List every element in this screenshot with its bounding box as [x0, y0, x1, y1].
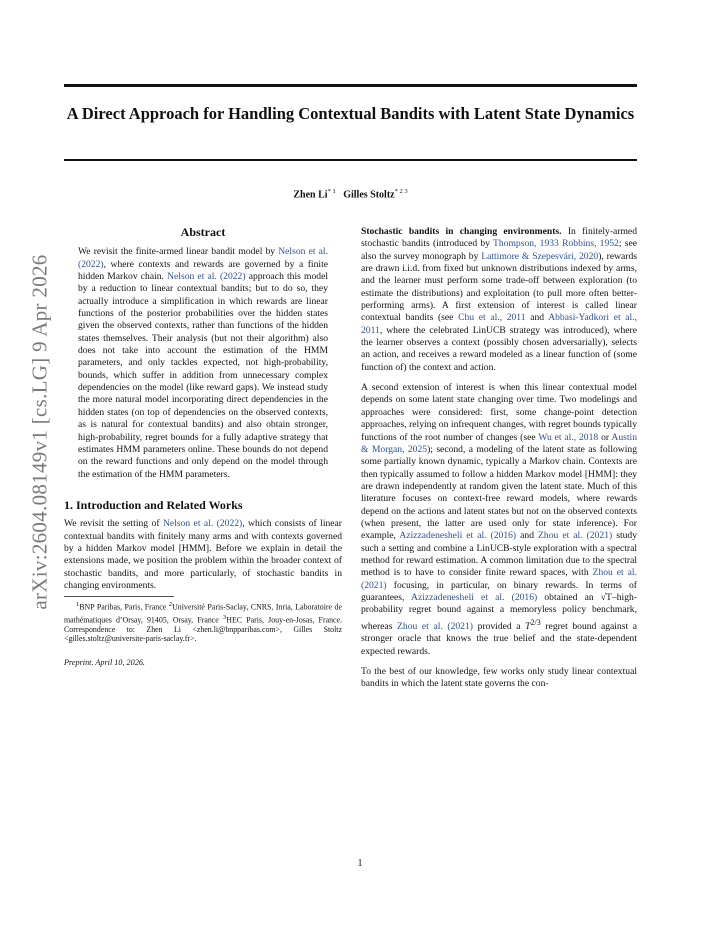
citation-link[interactable]: Chu et al., 2011 [458, 312, 526, 324]
author-gilles-stoltz-marks: * 2 3 [394, 188, 408, 195]
citation-link[interactable]: Lattimore & Szepesvári, 2020 [481, 250, 599, 262]
affiliations-footnote: $^1$BNP Paribas, Paris, France $^2$Université Paris-Saclay, CNRS, Inria, Laboratoire de mathématiques d’Orsay, 91405, Orsay, France $^3$HEC Paris, Jouy-en-Josas, France. Correspondence to: Zhen Li <zhen.li@bnpparibas.com>, Gilles Stoltz <gilles.stoltz@universite-paris-saclay.fr>. [64, 601, 343, 644]
left-column [64, 226, 342, 669]
paragraph-second-extension: A second extension of interest is when this linear contextual model depends on some latent state changing over time. Two modelings and approaches were considered: first, some change-point detection approaches, relying on infrequent changes, with regret bounds typically functions of the root number of changes (see Wu et al., 2018 or Austin & Morgan, 2025); second, a modeling of the latent state as following some partially known dynamic, typically a Markov chain. Contexts are then typically assumed to follow a hidden Markov model [HMM]: they are drawn independently at random given the latent state. Much of this literature focuses on context-free reward models, where rewards depend on the actions and latent states but not on the observed contexts (when present, the latter are used only for state inference). For example, Azizzadenesheli et al. (2016) and Zhou et al. (2021) study such a setting and combine a LinUCB-style exploration with a spectral method for reward estimation. A common limitation due to the spectral method is to have to consider finite reward spaces, with Zhou et al. (2021) focusing, in particular, on binary rewards. In terms of guarantees, Azizzadenesheli et al. (2016) obtained an √T–high-probability regret bound against a memoryless policy benchmark, whereas Zhou et al. (2021) provided a $T^{2/3}$ regret bound against a stronger oracle that knows the true belief and the state-dependent expected rewards. [361, 382, 637, 657]
author-line [64, 188, 637, 200]
abstract-heading: Abstract [180, 225, 226, 239]
math-sqrt-t: √T [600, 591, 612, 603]
citation-link[interactable]: Zhou et al. (2021) [397, 620, 473, 632]
title-top-rule [64, 84, 637, 87]
abstract-text: We revisit the finite-armed linear bandit model by Nelson et al. (2022), where contexts and rewards are governed by a finite hidden Markov chain. Nelson et al. (2022) approach this model by a reduction to linear contextual bandits; but to do so, they actually introduce a simplification in which rewards are linear functions of the posterior probabilities over the hidden states given the observed contexts, rather than functions of the hidden states themselves. Their analysis (but not their algorithm) also does not take into account the estimation of the HMM parameters, and only tackles expected, not high-probability, bounds, which suffer in addition from unnecessary complex dependencies on the model (like reward gaps). We instead study the more natural model incorporating direct dependencies in the hidden states (on top of dependencies on the observed contexts, as is natural for contextual bandits) and also obtain stronger, high-probability, regret bounds for a fully adaptive strategy that estimates HMM parameters online. These bounds do not depend on the reward functions and only depend on the model through the estimation of the HMM parameters. [78, 246, 329, 480]
math-exponent: 2/3 [530, 617, 541, 627]
title-bottom-rule [64, 159, 637, 161]
section-heading-introduction: 1. Introduction and Related Works [64, 497, 243, 512]
citation-link[interactable]: Azizzadenesheli et al. (2016) [399, 530, 517, 542]
intro-paragraph: We revisit the setting of Nelson et al. (2022), which consists of linear contextual bandits with finitely many arms and with contexts governed by a hidden Markov model [HMM]. Before we explain in detail the extensions made, we position the problem within the broader context of stochastic bandits, and more particularly, of stochastic bandits in changing environments. [64, 518, 342, 591]
citation-link[interactable]: Robbins, 1952 [562, 238, 619, 250]
citation-link[interactable]: Azizzadenesheli et al. (2016) [411, 591, 538, 603]
citation-link[interactable]: Abbasi-Yadkori et al., 2011 [361, 312, 637, 336]
page-number: 1 [357, 858, 363, 869]
citation-link[interactable]: Nelson et al. (2022) [167, 271, 246, 283]
citation-link[interactable]: Nelson et al. (2022) [162, 518, 243, 530]
citation-link[interactable]: Zhou et al. (2021) [361, 567, 637, 591]
author-gilles-stoltz: Gilles Stoltz [343, 189, 395, 201]
citation-link[interactable]: Wu et al., 2018 [538, 431, 599, 443]
paragraph-few-works: To the best of our knowledge, few works only study linear contextual bandits in which the latent state governs the con- [361, 665, 637, 690]
right-column [361, 226, 637, 699]
paper-title: A Direct Approach for Handling Contextual Bandits with Latent State Dynamics [66, 104, 635, 123]
author-zhen-li: Zhen Li [293, 189, 328, 201]
citation-link[interactable]: Zhou et al. (2021) [538, 530, 613, 542]
citation-link[interactable]: Thompson, 1933 [493, 238, 559, 250]
citation-link[interactable]: Austin & Morgan, 2025 [361, 431, 637, 455]
footnote-rule [64, 596, 174, 597]
paragraph-changing-environments: Stochastic bandits in changing environments. In finitely-armed stochastic bandits (introduced by Thompson, 1933 Robbins, 1952; see also the survey monograph by Lattimore & Szepesvári, 2020), rewards are drawn i.i.d. from fixed but unknown distributions indexed by arms, and the learner must perform some trade-off between exploration (to estimate the distributions) and exploitation (to pull more often better-performing arms). A first extension of interest is called linear contextual bandits (see Chu et al., 2011 and Abbasi-Yadkori et al., 2011, where the celebrated LinUCB strategy was introduced), where the learner observes a context (possibly chosen adversarially), selects an action, and receives a reward modeled as a linear function of (some function of) the context and action. [361, 226, 637, 373]
math-t: T [525, 620, 531, 632]
author-zhen-li-marks: * 1 [327, 188, 336, 195]
paragraph-lead: Stochastic bandits in changing environments. [361, 226, 562, 237]
arxiv-stamp: arXiv:2604.08149v1 [cs.LG] 9 Apr 2026 [27, 254, 52, 610]
preprint-note: Preprint. April 10, 2026. [64, 657, 145, 667]
citation-link[interactable]: Nelson et al. (2022) [78, 246, 328, 270]
